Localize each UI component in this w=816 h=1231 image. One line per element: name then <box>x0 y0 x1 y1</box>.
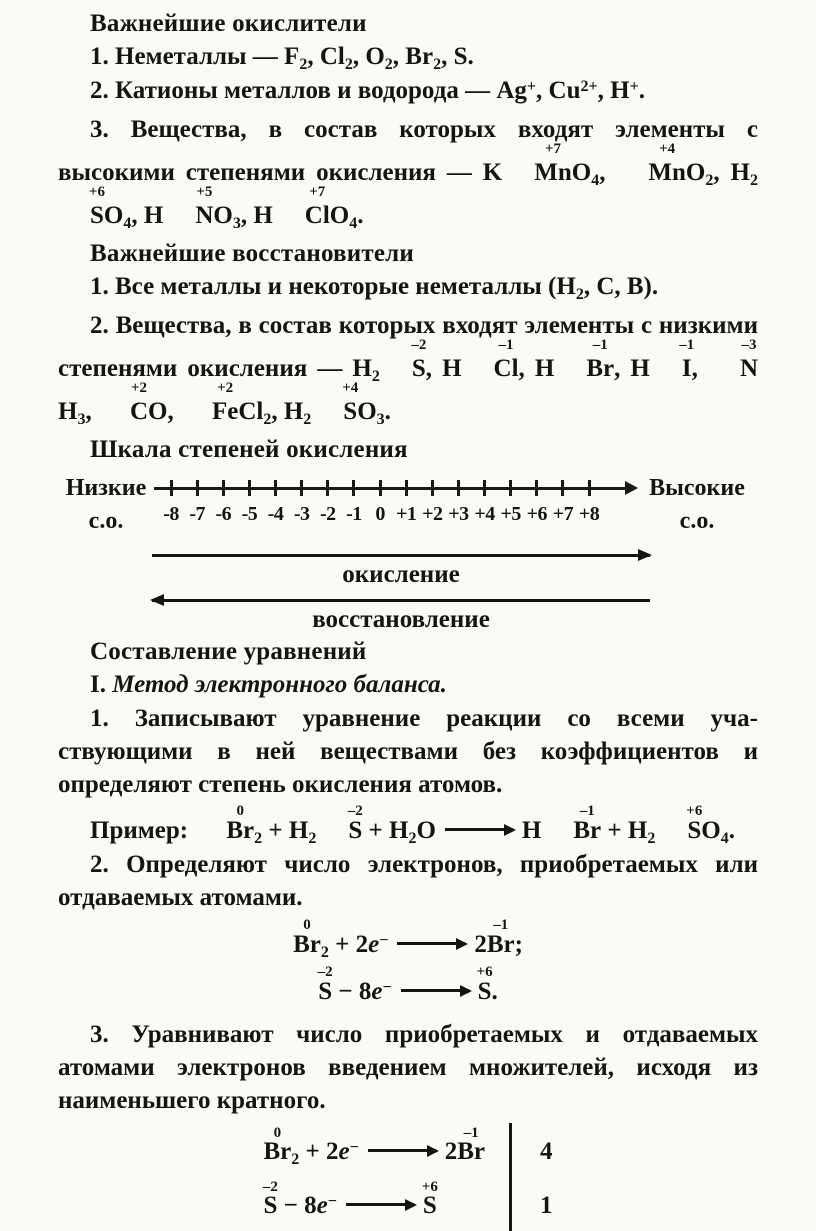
system-multiplier-1 <box>512 1123 553 1177</box>
scale-tick <box>393 478 419 499</box>
method-subheading: I. Метод электронного баланса. <box>90 671 447 698</box>
scale-axis-area <box>154 472 636 526</box>
oxidation-direction <box>152 554 650 590</box>
right-arrow-icon <box>401 989 469 992</box>
scale-tick-label: +3 <box>448 503 469 525</box>
scale-tick-mark <box>405 480 408 496</box>
system-equation-1: Br 0 $_2$ + 2e− 2Br –1 <box>263 1123 512 1177</box>
scale-tick-label: 0 <box>375 503 385 525</box>
oxidation-state-label: –1 <box>463 1124 479 1141</box>
equations-step-3: 3. Уравнивают число приобретаемых и отдаваемых атомами электронов введением множителей, исходя из наименьшего кратного. <box>58 1021 758 1114</box>
scale-axis-line <box>154 478 636 499</box>
scale-tick-mark <box>170 480 173 496</box>
scale-tick-label: +8 <box>578 503 600 525</box>
oxidation-state-label: +5 <box>196 184 213 201</box>
equations-step-2: 2. Определяют число электронов, приобретаемых или отдаваемых атомами. <box>58 851 758 911</box>
scale-labels-row <box>158 502 602 526</box>
oxidation-state-label: –1 <box>592 337 608 354</box>
oxidation-state-label: +6 <box>476 963 493 980</box>
oxidation-state-label: –2 <box>347 803 363 820</box>
scale-tick-mark <box>457 480 460 496</box>
right-arrow-icon <box>368 1149 436 1152</box>
scale-tick <box>445 478 471 499</box>
example-equation: Пример: Br 0 $_2 + H_2$ S –2 + $H_2O$ H Br –1 + $H_2$ S +6 $O_4$. <box>90 803 735 848</box>
oxidizers-item-1: 1. Неметаллы — $F_2$, $Cl_2$, $O_2$, $Br_2$, S. <box>90 43 474 74</box>
scale-heading: Шкала степеней окисления <box>90 436 408 463</box>
scale-tick-label: +4 <box>474 503 495 525</box>
scale-tick-mark <box>326 480 329 496</box>
oxidation-state-label: –1 <box>498 337 514 354</box>
scale-right-label <box>636 472 758 538</box>
scale-tick-mark <box>431 480 434 496</box>
equation-system-grid <box>263 1123 552 1231</box>
oxidation-state-label: +6 <box>421 1178 438 1195</box>
scale-tick-label: -5 <box>241 503 258 525</box>
scale-left-label <box>58 472 154 538</box>
scale-tick <box>419 478 445 499</box>
oxidation-state-label: +4 <box>342 380 359 397</box>
oxidation-state-label: –3 <box>741 337 757 354</box>
oxidation-arrow-label: окисление <box>342 561 460 588</box>
scale-tick-label: -3 <box>293 503 310 525</box>
scale-tick-mark <box>483 480 486 496</box>
oxidation-state-label: –2 <box>317 963 333 980</box>
scale-tick-mark <box>300 480 303 496</box>
scale-tick <box>184 478 210 499</box>
oxidation-state-label: +6 <box>88 184 105 201</box>
right-arrow-icon <box>397 942 465 945</box>
scale-tick-label: +2 <box>422 503 443 525</box>
multiplier-1-value: 4 <box>540 1138 553 1165</box>
oxidation-state-label: –2 <box>262 1178 278 1195</box>
oxidation-state-label: +2 <box>217 380 234 397</box>
scale-tick <box>550 478 576 499</box>
scale-right-label-line2: с.о. <box>679 508 715 534</box>
scale-tick <box>289 478 315 499</box>
scale-tick-mark <box>535 480 538 496</box>
oxidation-scale <box>58 472 758 538</box>
oxidation-state-label: –2 <box>411 337 427 354</box>
scale-tick <box>367 478 393 499</box>
oxidation-state-label: –1 <box>679 337 695 354</box>
oxidation-state-label: –1 <box>579 803 595 820</box>
equation-system <box>58 1123 758 1231</box>
scale-tick <box>315 478 341 499</box>
scale-tick <box>576 478 602 499</box>
scale-tick <box>524 478 550 499</box>
oxidation-state-label: 0 <box>236 803 244 820</box>
scale-tick-label: -8 <box>163 503 179 525</box>
reduction-arrow-icon <box>152 599 650 602</box>
oxidizers-item-3: 3. Вещества, в состав которых входят элементы с высокими степенями окисления — K Mn +7 $O_4$, Mn +4 $O_2$, $H_2S$ +6 $O_4$, H N +5 $O_3$, H Cl +7 $O_4$. <box>58 116 758 233</box>
scale-tick-label: +7 <box>552 503 574 525</box>
scale-tick-mark <box>222 480 225 496</box>
equations-step-1: 1. Записывают уравнение реакции со всеми участвующими в ней веществами без коэффициентов и определяют степень окисления атомов. <box>58 705 758 798</box>
electron-equation-1: Br 0 $_2$ + 2e− 2Br –1 ; <box>293 916 523 962</box>
oxidation-state-label: +4 <box>659 141 676 158</box>
system-multiplier-2 <box>512 1177 553 1231</box>
scale-tick <box>210 478 236 499</box>
scale-tick-label: -7 <box>189 503 206 525</box>
scale-tick <box>498 478 524 499</box>
scale-tick-label: -1 <box>346 503 362 525</box>
oxidation-state-label: +2 <box>130 380 148 397</box>
scale-tick-label: +5 <box>500 503 521 525</box>
equations-heading: Составление уравнений <box>90 638 367 665</box>
scale-tick-label: -4 <box>267 503 284 525</box>
reducers-heading: Важнейшие восстановители <box>90 240 414 267</box>
scale-tick-mark <box>588 480 591 496</box>
scale-left-label-line1: Низкие <box>65 475 147 501</box>
scale-tick <box>263 478 289 499</box>
scale-tick-label: +6 <box>526 503 548 525</box>
scale-tick <box>341 478 367 499</box>
oxidation-state-label: 0 <box>273 1124 282 1141</box>
oxidation-state-label: 0 <box>303 916 311 933</box>
oxidation-state-label: +7 <box>309 184 326 201</box>
scale-tick-mark <box>248 480 251 496</box>
reducers-item-1: 1. Все металлы и некоторые неметаллы ($H_2$, C, B). <box>90 273 659 304</box>
oxidation-state-label: +6 <box>686 803 703 820</box>
scale-tick-label: +1 <box>395 503 417 525</box>
reduction-direction <box>152 599 650 635</box>
scale-tick <box>158 478 184 499</box>
oxidation-arrow-icon <box>152 554 650 557</box>
reducers-item-2: 2. Вещества, в состав которых входят элементы с низкими степенями окисления — $H_2$ S –2 , H Cl –1 , H Br –1 , H I –1 , N –3 $H_3$, C +2 O, Fe +2 $Cl_2$, $H_2$ S +4 $O_3$. <box>58 312 759 429</box>
scale-tick-mark <box>274 480 277 496</box>
scale-tick-label: -2 <box>319 503 336 525</box>
oxidation-state-label: +7 <box>544 141 562 158</box>
multiplier-2-value: 1 <box>540 1192 553 1219</box>
system-equation-2: S –2 − 8e− S +6 <box>263 1177 512 1231</box>
scale-tick-label: -6 <box>215 503 232 525</box>
electron-equation-2: S –2 − 8e− S +6 . <box>317 963 498 1005</box>
scale-tick-mark <box>509 480 512 496</box>
oxidation-state-label: –1 <box>493 916 509 933</box>
scale-tick-mark <box>196 480 199 496</box>
scale-left-label-line2: с.о. <box>88 508 124 534</box>
scale-ticks-row <box>158 478 602 499</box>
oxidizers-heading: Важнейшие окислители <box>90 10 367 37</box>
right-arrow-icon <box>346 1203 414 1206</box>
scale-right-label-line1: Высокие <box>649 475 745 501</box>
scale-tick-mark <box>379 480 382 496</box>
scale-tick-mark <box>352 480 355 496</box>
oxidizers-item-2: 2. Катионы металлов и водорода — Ag+, $Cu^{2+}$, H+. <box>90 77 645 104</box>
scale-tick <box>472 478 498 499</box>
scale-tick <box>236 478 262 499</box>
reduction-arrow-label: восстановление <box>312 606 490 633</box>
right-arrow-icon <box>445 828 513 831</box>
scale-tick-mark <box>561 480 564 496</box>
